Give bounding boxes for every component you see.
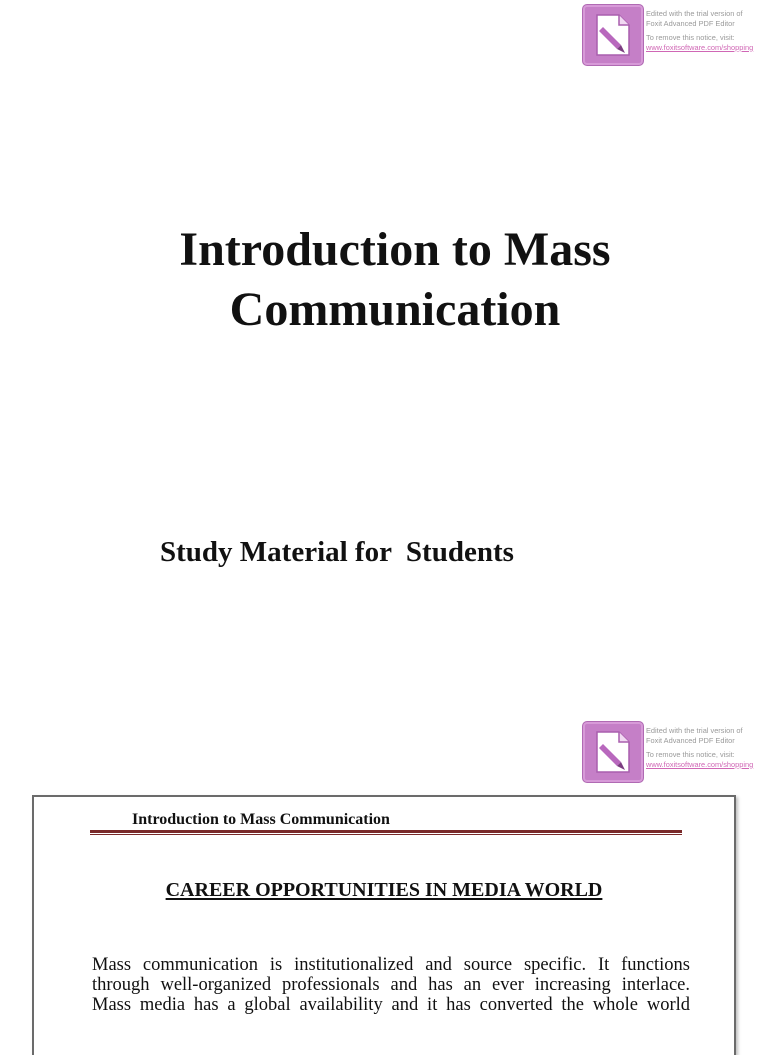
watermark-line: Edited with the trial version of	[646, 9, 743, 18]
watermark-line: Edited with the trial version of	[646, 726, 743, 735]
foxit-watermark-top	[582, 4, 768, 68]
cover-title-line: Communication	[229, 283, 561, 336]
cover-subtitle: Study Material for Students	[160, 536, 514, 568]
body-paragraph	[92, 955, 690, 1015]
body-line: Mass communication is institutionalized and source specific. It functions	[92, 955, 690, 975]
header-rule	[90, 830, 682, 835]
watermark-line: To remove this notice, visit:	[646, 750, 735, 760]
pencil-edit-icon	[582, 721, 644, 783]
watermark-link[interactable]: www.foxitsoftware.com/shopping	[646, 759, 754, 769]
pencil-edit-icon	[582, 4, 644, 66]
watermark-link[interactable]: www.foxitsoftware.com/shopping	[646, 42, 754, 52]
watermark-line: Foxit Advanced PDF Editor	[646, 735, 735, 745]
body-line: through well-organized professionals and has an ever increasing interlace.	[92, 975, 690, 995]
foxit-watermark-mid	[582, 721, 768, 785]
watermark-line: To remove this notice, visit:	[646, 33, 735, 43]
cover-title-line: Introduction to Mass	[179, 223, 611, 276]
cover-title	[80, 220, 710, 340]
running-header: Introduction to Mass Communication	[132, 811, 390, 828]
body-line: Mass media has a global availability and it has converted the whole world	[92, 995, 690, 1015]
section-heading: CAREER OPPORTUNITIES IN MEDIA WORLD	[165, 879, 603, 901]
document-page	[32, 795, 736, 1055]
watermark-line: Foxit Advanced PDF Editor	[646, 18, 735, 28]
watermark-notice	[646, 726, 768, 769]
watermark-notice	[646, 9, 768, 52]
